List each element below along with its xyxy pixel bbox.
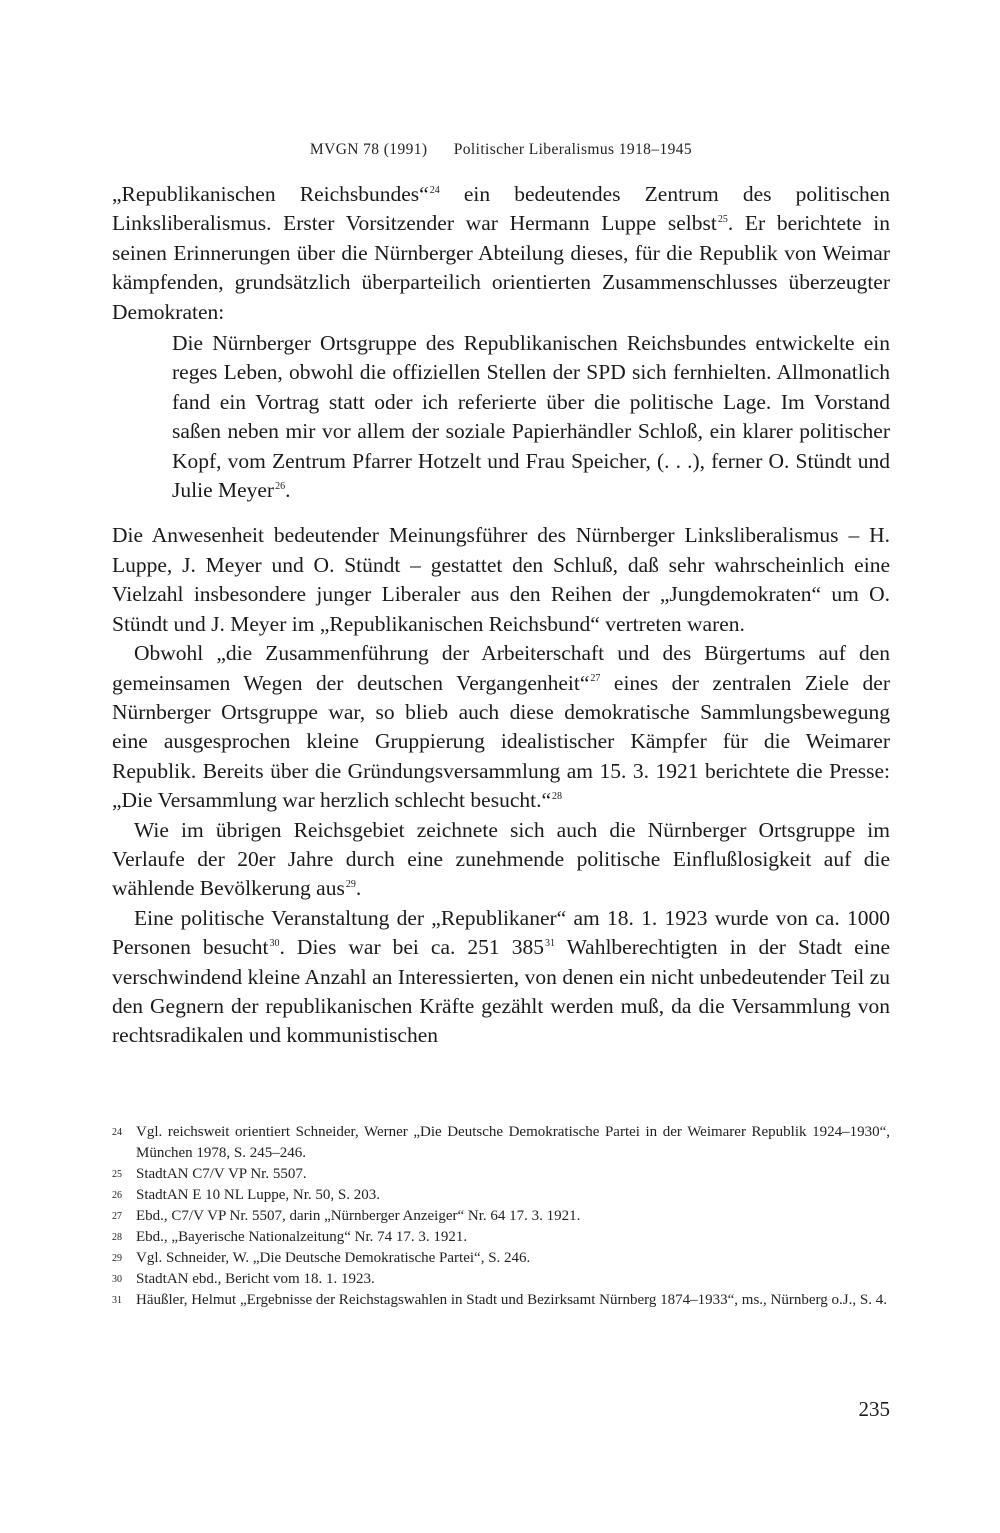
footnote-number: 29 [112, 1253, 122, 1264]
footnote-number: 28 [112, 1232, 122, 1243]
footnote-text: Ebd., C7/V VP Nr. 5507, darin „Nürnberger Anzeiger“ Nr. 64 17. 3. 1921. [136, 1208, 581, 1224]
footnote-number: 24 [112, 1127, 122, 1138]
footnote-text: Häußler, Helmut „Ergebnisse der Reichstagswahlen in Stadt und Bezirksamt Nürnberg 1874–1933“, ms., Nürnberg o.J., S. 4. [136, 1292, 887, 1308]
footnote-number: 30 [112, 1274, 122, 1285]
paragraph-3: Obwohl „die Zusammenführung der Arbeiterschaft und des Bürgertums auf den gemeinsamen Wegen der deutschen Vergangenheit“$^{27}$ eines der zentralen Ziele der Nürnberger Ortsgruppe war, so blieb auch diese demokratische Sammlungsbewegung eine ausgesprochen kleine Gruppierung idealistischer Kämpfer für die Weimarer Republik. Bereits über die Gründungsversammlung am 15. 3. 1921 berichtete die Presse: „Die Versammlung war herzlich schlecht besucht.“$^{28}$ [112, 641, 890, 813]
article-title: Politischer Liberalismus 1918–1945 [453, 141, 693, 158]
running-header [112, 141, 890, 159]
footnote-text: StadtAN C7/V VP Nr. 5507. [136, 1166, 307, 1182]
footnote-ref-26[interactable]: 26 [275, 480, 286, 492]
main-text [112, 180, 890, 1051]
footnote-ref-28[interactable]: 28 [552, 790, 562, 802]
footnote-number: 25 [112, 1169, 122, 1180]
footnotes [112, 1122, 890, 1311]
paragraph-4: Wie im übrigen Reichsgebiet zeichnete sich auch die Nürnberger Ortsgruppe im Verlaufe der 20er Jahre durch eine zunehmende politische Einflußlosigkeit auf die wählende Bevölkerung aus$^{29}$. [112, 817, 890, 901]
footnote-number: 27 [112, 1211, 122, 1222]
footnote-ref-25[interactable]: 25 [717, 214, 728, 226]
footnote-24 [112, 1122, 890, 1164]
page-number: 235 [858, 1397, 890, 1421]
footnote-ref-30[interactable]: 30 [269, 938, 280, 949]
paragraph-1: „Republikanischen Reichsbundes“$^{24}$ ein bedeutendes Zentrum des politischen Linksliberalismus. Erster Vorsitzender war Hermann Luppe selbst$^{25}$. Er berichtete in seinen Erinnerungen über die Nürnberger Abteilung dieses, für die Republik von Weimar kämpfenden, grundsätzlich überparteilich orientierten Zusammenschlusses überzeugter Demokraten: [112, 182, 890, 324]
journal-citation: MVGN 78 (1991) [309, 141, 428, 158]
footnote-number: 26 [112, 1190, 122, 1201]
block-quote: Die Nürnberger Ortsgruppe des Republikanischen Reichsbundes entwickelte ein reges Leben, obwohl die offiziellen Stellen der SPD sich fernhielten. Allmonatlich fand ein Vortrag statt oder ich referierte über die politische Lage. Im Vorstand saßen neben mir vor allem der soziale Papierhändler Schloß, ein klarer politischer Kopf, vom Zentrum Pfarrer Hotzelt und Frau Speicher, (. . .), ferner O. Stündt und Julie Meyer$^{26}$. [172, 331, 890, 503]
footnote-ref-31[interactable]: 31 [544, 938, 555, 949]
footnote-text: Vgl. Schneider, W. „Die Deutsche Demokratische Partei“, S. 246. [136, 1250, 531, 1266]
footnote-ref-24[interactable]: 24 [429, 184, 440, 196]
footnote-number: 31 [112, 1295, 122, 1306]
paragraph-5: Eine politische Veranstaltung der „Republikaner“ am 18. 1. 1923 wurde von ca. 1000 Personen besucht$^{30}$. Dies war bei ca. 251 385$^{31}$ Wahlberechtigten in der Stadt eine verschwindend kleine Anzahl an Interessierten, von denen ein nicht unbedeutender Teil zu den Gegnern der republikanischen Kräfte gezählt werden muß, da die Versammlung von rechtsradikalen und kommunistischen [112, 905, 890, 1048]
footnote-31 [112, 1290, 890, 1311]
footnote-text: StadtAN ebd., Bericht vom 18. 1. 1923. [136, 1271, 375, 1287]
footnote-text: StadtAN E 10 NL Luppe, Nr. 50, S. 203. [136, 1187, 381, 1203]
paragraph-2: Die Anwesenheit bedeutender Meinungsführer des Nürnberger Linksliberalismus – H. Luppe, J. Meyer und O. Stündt – gestattet den Schluß, daß sehr wahrscheinlich eine Vielzahl insbesondere junger Liberaler aus den Reihen der „Jungdemokraten“ um O. Stündt und J. Meyer im „Republikanischen Reichsbund“ vertreten waren. [112, 523, 890, 636]
footnote-ref-29[interactable]: 29 [345, 879, 356, 891]
footnote-30 [112, 1269, 890, 1290]
document-page [112, 0, 890, 1533]
footnote-28 [112, 1227, 890, 1248]
footnote-25 [112, 1164, 890, 1185]
footnote-26 [112, 1185, 890, 1206]
footnote-27 [112, 1206, 890, 1227]
footnote-29 [112, 1248, 890, 1269]
footnote-ref-27[interactable]: 27 [590, 673, 601, 685]
footnote-text: Vgl. reichsweit orientiert Schneider, Werner „Die Deutsche Demokratische Partei in der Weimarer Republik 1924–1930“, München 1978, S. 245–246. [136, 1124, 890, 1161]
footnote-text: Ebd., „Bayerische Nationalzeitung“ Nr. 74 17. 3. 1921. [136, 1229, 468, 1245]
